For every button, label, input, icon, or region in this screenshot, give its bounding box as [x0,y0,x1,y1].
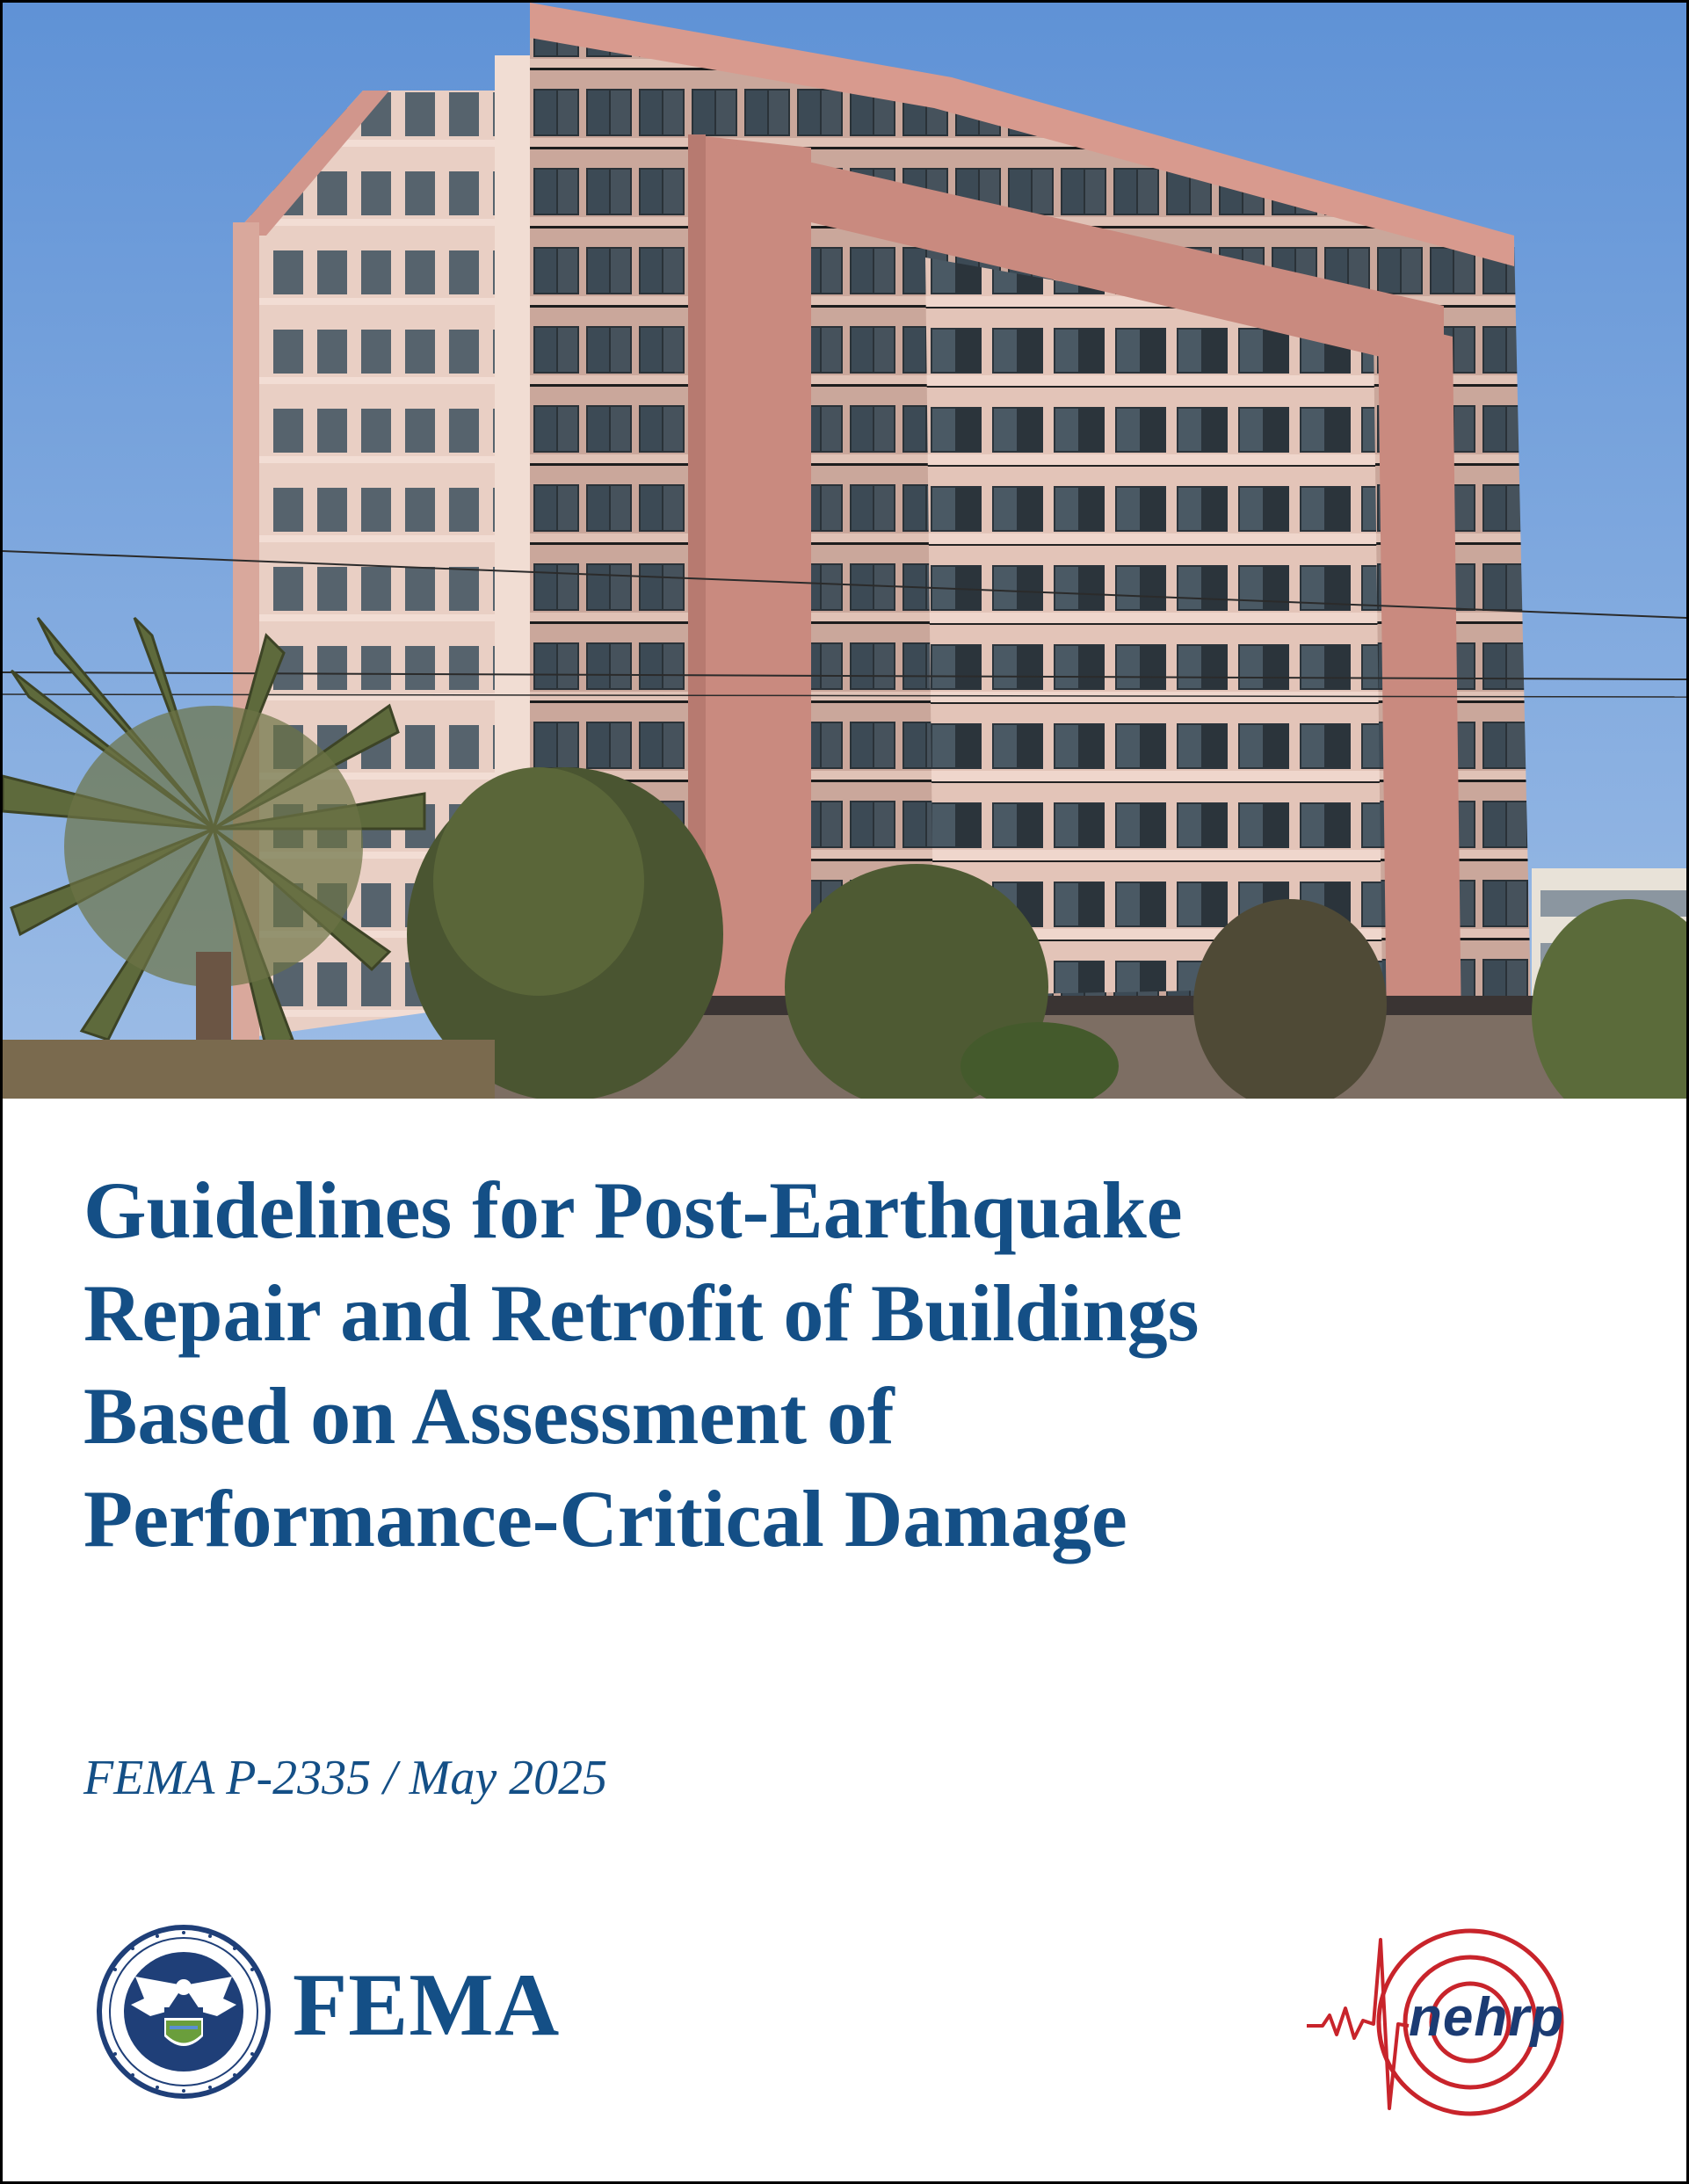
nehrp-wordmark: nehrp [1409,1987,1565,2048]
dhs-seal-icon [96,1924,272,2100]
cover-photo [3,3,1686,1099]
building-photo-illustration [3,3,1686,1099]
title-line: Repair and Retrofit of Buildings [83,1268,1200,1358]
fema-wordmark: FEMA [293,1955,561,2055]
title-line: Based on Assessment of [83,1371,895,1461]
document-title [83,1159,1648,1571]
title-line: Performance-Critical Damage [83,1474,1127,1564]
publication-number-date: FEMA P-2335 / May 2025 [83,1751,608,1805]
title-line: Guidelines for Post-Earthquake [83,1165,1183,1255]
